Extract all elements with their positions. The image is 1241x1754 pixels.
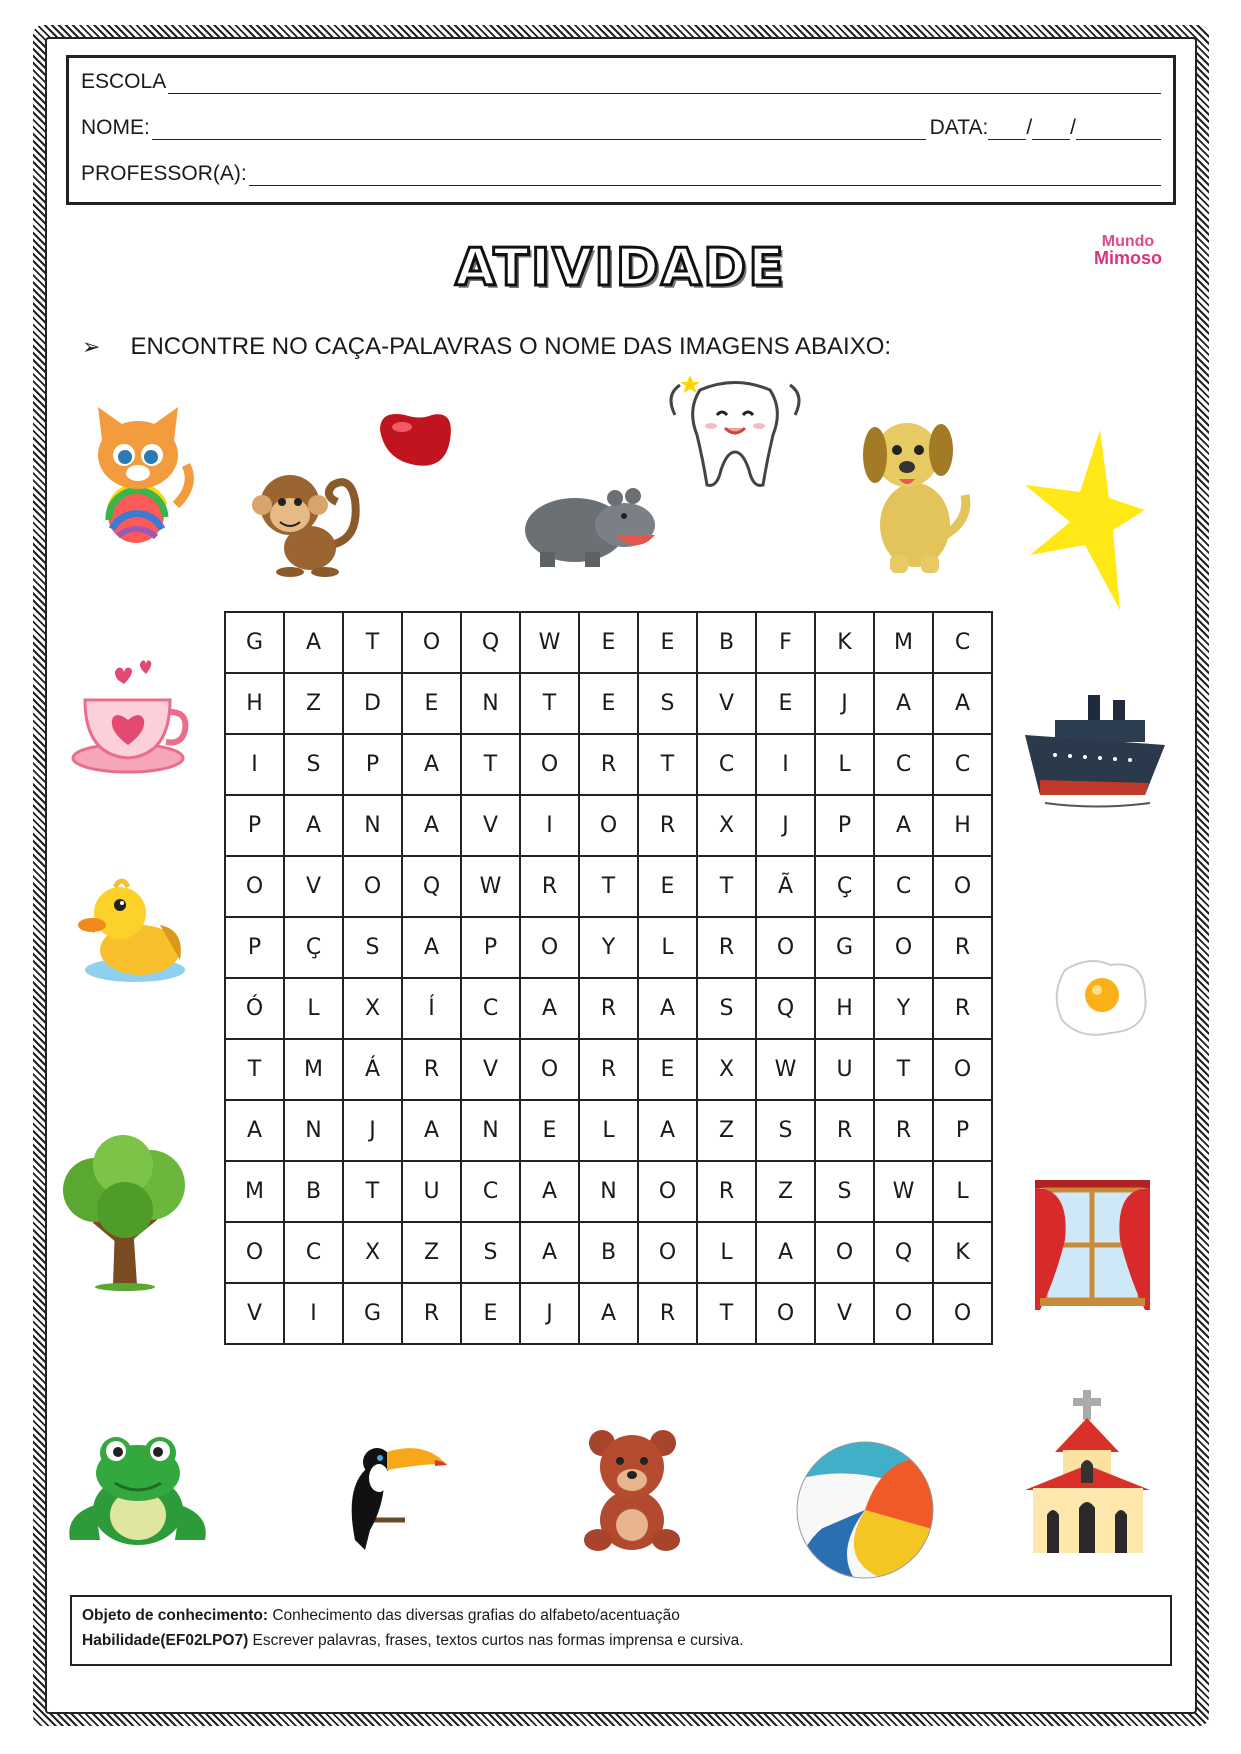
- grid-cell[interactable]: K: [933, 1222, 992, 1283]
- grid-cell[interactable]: W: [461, 856, 520, 917]
- data-group: [930, 116, 1161, 140]
- grid-cell[interactable]: Q: [874, 1222, 933, 1283]
- grid-cell[interactable]: A: [520, 1222, 579, 1283]
- grid-cell[interactable]: X: [343, 1222, 402, 1283]
- duck-icon: [80, 875, 190, 985]
- grid-cell[interactable]: R: [579, 1039, 638, 1100]
- monkey-icon: [245, 460, 370, 580]
- ship-icon: [1025, 695, 1165, 810]
- grid-cell[interactable]: K: [815, 612, 874, 673]
- nome-line: [81, 116, 1161, 140]
- grid-cell[interactable]: A: [638, 1100, 697, 1161]
- grid-cell[interactable]: V: [697, 673, 756, 734]
- grid-cell[interactable]: O: [815, 1222, 874, 1283]
- grid-cell[interactable]: Q: [402, 856, 461, 917]
- grid-cell[interactable]: B: [284, 1161, 343, 1222]
- grid-cell[interactable]: C: [461, 978, 520, 1039]
- brand-logo: [1088, 233, 1168, 267]
- grid-cell[interactable]: Í: [402, 978, 461, 1039]
- habilidade-label: Habilidade(EF02LPO7): [82, 1632, 249, 1649]
- instruction: [82, 333, 891, 361]
- grid-cell[interactable]: J: [815, 673, 874, 734]
- grid-cell[interactable]: U: [402, 1161, 461, 1222]
- grid-cell[interactable]: O: [933, 1283, 992, 1344]
- grid-cell[interactable]: O: [343, 856, 402, 917]
- grid-cell[interactable]: G: [343, 1283, 402, 1344]
- grid-cell[interactable]: C: [284, 1222, 343, 1283]
- grid-cell[interactable]: Y: [874, 978, 933, 1039]
- grid-cell[interactable]: E: [579, 612, 638, 673]
- grid-cell[interactable]: A: [579, 1283, 638, 1344]
- hippo-icon: [520, 480, 660, 570]
- grid-row: [225, 1161, 992, 1222]
- church-icon: [1025, 1390, 1150, 1555]
- grid-cell[interactable]: O: [520, 1039, 579, 1100]
- grid-cell[interactable]: B: [697, 612, 756, 673]
- student-info-box: [66, 55, 1176, 205]
- tooth-icon: [665, 370, 805, 490]
- grid-cell[interactable]: T: [343, 1161, 402, 1222]
- grid-cell[interactable]: L: [815, 734, 874, 795]
- grid-cell[interactable]: Y: [579, 917, 638, 978]
- grid-cell[interactable]: O: [225, 856, 284, 917]
- grid-cell[interactable]: H: [815, 978, 874, 1039]
- grid-cell[interactable]: A: [520, 978, 579, 1039]
- word-search-grid: [224, 611, 993, 1345]
- grid-cell[interactable]: A: [402, 917, 461, 978]
- grid-cell[interactable]: O: [933, 856, 992, 917]
- grid-row: [225, 978, 992, 1039]
- grid-cell[interactable]: A: [874, 795, 933, 856]
- grid-cell[interactable]: Z: [697, 1100, 756, 1161]
- grid-cell[interactable]: A: [284, 612, 343, 673]
- brand-line-1: Mundo: [1101, 233, 1155, 250]
- grid-cell[interactable]: E: [638, 1039, 697, 1100]
- nome-field[interactable]: [152, 121, 926, 140]
- grid-cell[interactable]: M: [225, 1161, 284, 1222]
- grid-cell[interactable]: W: [874, 1161, 933, 1222]
- escola-label: ESCOLA: [81, 70, 167, 93]
- grid-cell[interactable]: O: [225, 1222, 284, 1283]
- instruction-text: ENCONTRE NO CAÇA-PALAVRAS O NOME DAS IMAGENS ABAIXO:: [130, 333, 892, 360]
- grid-cell[interactable]: E: [402, 673, 461, 734]
- cup-icon: [70, 650, 190, 775]
- grid-cell[interactable]: E: [638, 856, 697, 917]
- objeto-label: Objeto de conhecimento:: [82, 1607, 269, 1624]
- data-sep-2: /: [1070, 116, 1076, 139]
- grid-cell[interactable]: O: [638, 1161, 697, 1222]
- grid-cell[interactable]: S: [284, 734, 343, 795]
- tree-icon: [55, 1135, 195, 1290]
- grid-cell[interactable]: Z: [284, 673, 343, 734]
- grid-cell[interactable]: O: [520, 917, 579, 978]
- grid-cell[interactable]: A: [402, 734, 461, 795]
- grid-cell[interactable]: S: [756, 1100, 815, 1161]
- grid-cell[interactable]: L: [284, 978, 343, 1039]
- grid-cell[interactable]: O: [756, 1283, 815, 1344]
- grid-cell[interactable]: Ó: [225, 978, 284, 1039]
- cat-icon: [78, 405, 198, 545]
- grid-cell[interactable]: H: [933, 795, 992, 856]
- grid-cell[interactable]: N: [461, 1100, 520, 1161]
- grid-cell[interactable]: I: [225, 734, 284, 795]
- grid-cell[interactable]: A: [284, 795, 343, 856]
- grid-cell[interactable]: C: [874, 734, 933, 795]
- grid-cell[interactable]: T: [638, 734, 697, 795]
- grid-cell[interactable]: O: [638, 1222, 697, 1283]
- habilidade-text: Escrever palavras, frases, textos curtos nas formas imprensa e cursiva.: [248, 1632, 744, 1649]
- grid-cell[interactable]: R: [815, 1100, 874, 1161]
- habilidade-line: [82, 1628, 1160, 1653]
- grid-cell[interactable]: Q: [756, 978, 815, 1039]
- grid-cell[interactable]: M: [284, 1039, 343, 1100]
- grid-row: [225, 673, 992, 734]
- grid-cell[interactable]: T: [874, 1039, 933, 1100]
- grid-cell[interactable]: O: [579, 795, 638, 856]
- objeto-text: Conhecimento das diversas grafias do alfabeto/acentuação: [268, 1607, 680, 1624]
- grid-cell[interactable]: R: [579, 978, 638, 1039]
- teddy-bear-icon: [580, 1425, 685, 1555]
- grid-cell[interactable]: L: [579, 1100, 638, 1161]
- toucan-icon: [335, 1430, 450, 1555]
- curriculum-info-box: [70, 1595, 1172, 1666]
- grid-cell[interactable]: M: [874, 612, 933, 673]
- grid-row: [225, 856, 992, 917]
- grid-cell[interactable]: E: [638, 612, 697, 673]
- grid-cell[interactable]: O: [874, 917, 933, 978]
- grid-cell[interactable]: V: [225, 1283, 284, 1344]
- grid-cell[interactable]: N: [579, 1161, 638, 1222]
- grid-cell[interactable]: B: [579, 1222, 638, 1283]
- grid-cell[interactable]: C: [697, 734, 756, 795]
- grid-cell[interactable]: Ç: [284, 917, 343, 978]
- grid-cell[interactable]: J: [343, 1100, 402, 1161]
- grid-cell[interactable]: Ç: [815, 856, 874, 917]
- grid-cell[interactable]: A: [402, 795, 461, 856]
- grid-cell[interactable]: I: [756, 734, 815, 795]
- grid-cell[interactable]: R: [933, 978, 992, 1039]
- grid-cell[interactable]: P: [461, 917, 520, 978]
- data-day-field[interactable]: [988, 121, 1026, 140]
- grid-cell[interactable]: T: [343, 612, 402, 673]
- grid-cell[interactable]: T: [697, 1283, 756, 1344]
- grid-cell[interactable]: C: [933, 734, 992, 795]
- grid-cell[interactable]: A: [225, 1100, 284, 1161]
- grid-cell[interactable]: R: [874, 1100, 933, 1161]
- grid-cell[interactable]: T: [579, 856, 638, 917]
- grid-cell[interactable]: R: [402, 1283, 461, 1344]
- grid-row: [225, 1283, 992, 1344]
- grid-row: [225, 612, 992, 673]
- escola-line: [81, 70, 1161, 94]
- grid-cell[interactable]: A: [933, 673, 992, 734]
- bean-icon: [370, 405, 455, 475]
- beach-ball-icon: [795, 1440, 935, 1580]
- grid-cell[interactable]: E: [520, 1100, 579, 1161]
- grid-cell[interactable]: O: [874, 1283, 933, 1344]
- grid-cell[interactable]: N: [284, 1100, 343, 1161]
- grid-cell[interactable]: S: [343, 917, 402, 978]
- grid-cell[interactable]: J: [756, 795, 815, 856]
- grid-cell[interactable]: X: [343, 978, 402, 1039]
- grid-cell[interactable]: Á: [343, 1039, 402, 1100]
- grid-cell[interactable]: A: [402, 1100, 461, 1161]
- grid-row: [225, 1222, 992, 1283]
- professor-line: [81, 162, 1161, 186]
- grid-cell[interactable]: P: [933, 1100, 992, 1161]
- grid-cell[interactable]: S: [638, 673, 697, 734]
- grid-cell[interactable]: T: [461, 734, 520, 795]
- grid-cell[interactable]: R: [638, 795, 697, 856]
- grid-cell[interactable]: A: [874, 673, 933, 734]
- professor-field[interactable]: [249, 167, 1161, 186]
- grid-cell[interactable]: T: [225, 1039, 284, 1100]
- grid-cell[interactable]: L: [638, 917, 697, 978]
- grid-cell[interactable]: V: [461, 795, 520, 856]
- grid-cell[interactable]: C: [874, 856, 933, 917]
- grid-cell[interactable]: A: [756, 1222, 815, 1283]
- grid-cell[interactable]: N: [461, 673, 520, 734]
- grid-cell[interactable]: Ã: [756, 856, 815, 917]
- grid-cell[interactable]: G: [815, 917, 874, 978]
- grid-cell[interactable]: L: [933, 1161, 992, 1222]
- grid-cell[interactable]: X: [697, 1039, 756, 1100]
- nome-label: NOME:: [81, 116, 150, 139]
- grid-cell[interactable]: C: [933, 612, 992, 673]
- window-icon: [1030, 1180, 1155, 1310]
- grid-cell[interactable]: W: [520, 612, 579, 673]
- grid-cell[interactable]: G: [225, 612, 284, 673]
- grid-cell[interactable]: Q: [461, 612, 520, 673]
- grid-row: [225, 795, 992, 856]
- fried-egg-icon: [1050, 955, 1150, 1040]
- page-title: ATIVIDADE: [455, 238, 786, 298]
- data-month-field[interactable]: [1032, 121, 1070, 140]
- grid-cell[interactable]: S: [461, 1222, 520, 1283]
- grid-cell[interactable]: J: [520, 1283, 579, 1344]
- grid-cell[interactable]: R: [579, 734, 638, 795]
- grid-cell[interactable]: O: [933, 1039, 992, 1100]
- grid-cell[interactable]: L: [697, 1222, 756, 1283]
- grid-cell[interactable]: V: [461, 1039, 520, 1100]
- grid-cell[interactable]: V: [284, 856, 343, 917]
- professor-label: PROFESSOR(A):: [81, 162, 247, 185]
- grid-cell[interactable]: N: [343, 795, 402, 856]
- data-year-field[interactable]: [1076, 121, 1161, 140]
- grid-cell[interactable]: A: [638, 978, 697, 1039]
- grid-cell[interactable]: S: [815, 1161, 874, 1222]
- grid-cell[interactable]: V: [815, 1283, 874, 1344]
- brand-line-2: Mimoso: [1093, 248, 1162, 268]
- grid-cell[interactable]: H: [225, 673, 284, 734]
- arrow-bullet-icon: ➢: [82, 334, 101, 359]
- grid-cell[interactable]: P: [225, 795, 284, 856]
- grid-cell[interactable]: T: [520, 673, 579, 734]
- grid-row: [225, 1039, 992, 1100]
- data-label: DATA:: [929, 116, 989, 139]
- objeto-line: [82, 1603, 1160, 1628]
- grid-cell[interactable]: R: [520, 856, 579, 917]
- grid-cell[interactable]: S: [697, 978, 756, 1039]
- grid-cell[interactable]: O: [402, 612, 461, 673]
- grid-cell[interactable]: O: [520, 734, 579, 795]
- grid-cell[interactable]: X: [697, 795, 756, 856]
- grid-row: [225, 917, 992, 978]
- grid-cell[interactable]: I: [520, 795, 579, 856]
- data-sep-1: /: [1026, 116, 1033, 139]
- grid-cell[interactable]: F: [756, 612, 815, 673]
- grid-row: [225, 734, 992, 795]
- grid-cell[interactable]: C: [461, 1161, 520, 1222]
- grid-cell[interactable]: D: [343, 673, 402, 734]
- grid-cell[interactable]: E: [756, 673, 815, 734]
- grid-cell[interactable]: R: [933, 917, 992, 978]
- grid-cell[interactable]: R: [638, 1283, 697, 1344]
- grid-cell[interactable]: I: [284, 1283, 343, 1344]
- grid-cell[interactable]: Z: [402, 1222, 461, 1283]
- grid-cell[interactable]: R: [697, 1161, 756, 1222]
- grid-cell[interactable]: Z: [756, 1161, 815, 1222]
- grid-cell[interactable]: A: [520, 1161, 579, 1222]
- grid-cell[interactable]: E: [579, 673, 638, 734]
- grid-row: [225, 1100, 992, 1161]
- grid-cell[interactable]: P: [225, 917, 284, 978]
- grid-cell[interactable]: R: [697, 917, 756, 978]
- grid-cell[interactable]: R: [402, 1039, 461, 1100]
- grid-cell[interactable]: U: [815, 1039, 874, 1100]
- grid-cell[interactable]: P: [343, 734, 402, 795]
- frog-icon: [60, 1425, 215, 1550]
- grid-cell[interactable]: P: [815, 795, 874, 856]
- star-icon: [1025, 430, 1145, 610]
- grid-cell[interactable]: W: [756, 1039, 815, 1100]
- grid-cell[interactable]: O: [756, 917, 815, 978]
- grid-cell[interactable]: E: [461, 1283, 520, 1344]
- grid-cell[interactable]: T: [697, 856, 756, 917]
- escola-field[interactable]: [168, 75, 1161, 94]
- dog-icon: [855, 405, 975, 575]
